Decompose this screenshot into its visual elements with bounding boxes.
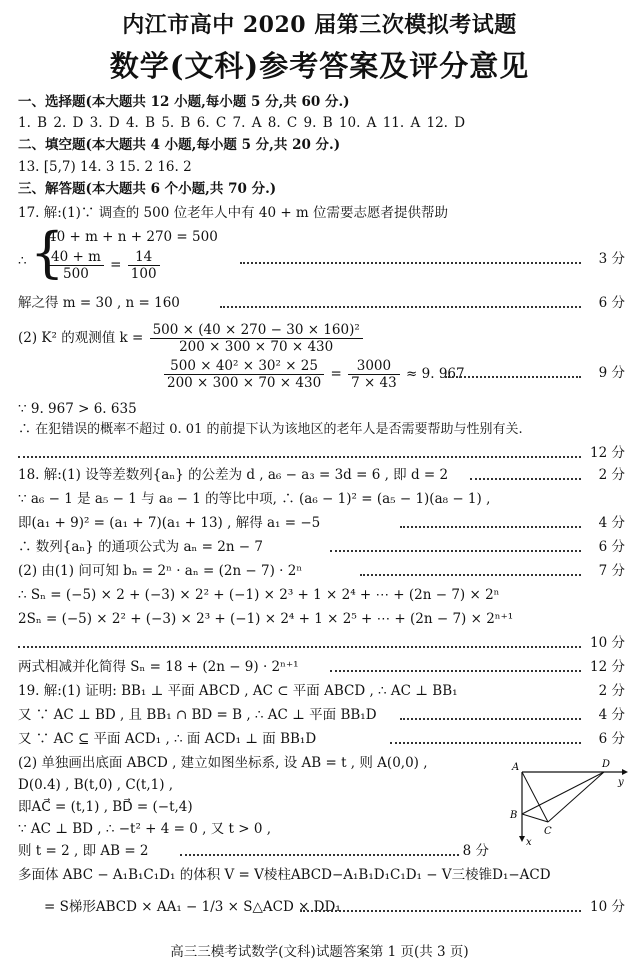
q18-line8: 两式相减并化简得 Sₙ = 18 + (2n − 9) · 2ⁿ⁺¹ [18,659,299,675]
q17-score1: 3 分 [598,251,625,267]
label-y: y [618,777,624,788]
exam-title: 内江市高中 2020 届第三次模拟考试题 [122,12,517,38]
q17-line1: 17. 解:(1)∵ 调查的 500 位老年人中有 40 + m 位需要志愿者提供帮助 [18,205,449,221]
dot-leader [300,910,581,912]
y-axis-arrow [622,769,628,775]
q19-line9: 多面体 ABC − A₁B₁C₁D₁ 的体积 V = V棱柱ABCD−A₁B₁D₁C₁D₁ − V三棱锥D₁−ACD [18,867,551,883]
q18-line5: (2) 由(1) 问可知 bₙ = 2ⁿ · aₙ = (2n − 7) · 2ⁿ [18,563,303,579]
q19-score8: 8 分 [462,843,489,859]
section1-answers: 1. B 2. D 3. D 4. B 5. B 6. C 7. A 8. C 9. B 10. A 11. A 12. D [18,115,466,131]
label-a: A [512,762,520,773]
label-c: C [544,826,552,837]
therefore-symbol: ∴ [18,253,27,269]
dot-leader [18,646,581,648]
dot-leader [445,376,581,378]
q18-score8: 12 分 [590,659,625,675]
q19-score1: 2 分 [598,683,625,699]
segment-cd [548,772,604,822]
q18-line7: 2Sₙ = (−5) × 2² + (−3) × 2³ + (−1) × 2⁴ + 1 × 2⁵ + ⋯ + (2n − 7) × 2ⁿ⁺¹ [18,611,514,627]
q18-line1: 18. 解:(1) 设等差数列{aₙ} 的公差为 d , a₆ − a₃ = 3d = 6 , 即 d = 2 [18,467,449,483]
dot-leader [400,718,581,720]
dot-leader [18,456,581,458]
q19-line3: 又 ∵ AC ⊆ 平面 ACD₁ , ∴ 面 ACD₁ ⊥ 面 BB₁D [18,731,317,747]
q17-line4: (2) K² 的观测值 k = $\frac{\text{500 × (40 × 270 − 30 × 160)²}}{200 \times 300 \times 70 \times 430}$ [18,322,365,355]
q19-line8: 则 t = 2 , 即 AB = 2 [18,843,149,859]
answer-key-title: 数学(文科)参考答案及评分意见 [109,49,530,83]
q17-equation1: 40 + m + n + 270 = 500 [48,229,218,245]
dot-leader [400,526,581,528]
dot-leader [240,262,581,264]
q18-line4: ∴ 数列{aₙ} 的通项公式为 aₙ = 2n − 7 [18,539,263,555]
q18-line2: ∵ a₆ − 1 是 a₅ − 1 与 a₈ − 1 的等比中项, ∴ (a₆ − 1)² = (a₅ − 1)(a₈ − 1) , [18,491,491,507]
dot-leader [180,854,459,856]
q18-score5: 7 分 [598,563,625,579]
q17-line7: ∴ 在犯错误的概率不超过 0. 01 的前提下认为该地区的老年人是否需要帮助与性别有关. [18,422,523,437]
q19-line5: D(0.4) , B(t,0) , C(t,1) , [18,777,174,793]
q18-score4: 6 分 [598,539,625,555]
q19-line10: = S梯形ABCD × AA₁ − 1/3 × S△ACD × DD₁ [44,899,341,915]
dot-leader [220,306,581,308]
q18-line6: ∴ Sₙ = (−5) × 2 + (−3) × 2² + (−1) × 2³ + 1 × 2⁴ + ⋯ + (2n − 7) × 2ⁿ [18,587,500,603]
q17-line5: $\frac{\text{500 × 40² × 30² × 25}}{200 \times 300 \times 70 \times 430}$ = $\frac{3000}{7 \times 43}$ ≈ 9. 967 [162,358,465,391]
q19-score3: 6 分 [598,731,625,747]
q19-line1: 19. 解:(1) 证明: BB₁ ⊥ 平面 ABCD , AC ⊂ 平面 ABCD , ∴ AC ⊥ BB₁ [18,683,458,699]
q19-score2: 4 分 [598,707,625,723]
segment-ac [522,772,548,822]
q17-line3: 解之得 m = 30 , n = 160 [18,295,180,311]
dot-leader [360,574,581,576]
q17-score3: 9 分 [598,365,625,381]
q17-equation2: $\frac{40 + m}{500}$ = $\frac{14}{100}$ [46,249,162,282]
dot-leader [330,670,581,672]
q19-line4: (2) 单独画出底面 ABCD , 建立如图坐标系, 设 AB = t , 则 A(0,0) , [18,755,428,771]
section1-heading: 一、选择题(本大题共 12 小题,每小题 5 分,共 60 分.) [18,94,350,110]
q17-line6: ∵ 9. 967 > 6. 635 [18,401,137,417]
section3-heading: 三、解答题(本大题共 6 个小题,共 70 分.) [18,181,277,197]
label-b: B [510,810,518,821]
x-axis-arrow [519,836,525,842]
q18-score3: 4 分 [598,515,625,531]
section2-heading: 二、填空题(本大题共 4 小题,每小题 5 分,共 20 分.) [18,137,341,153]
system-brace: { [30,221,65,284]
q19-line6: 即AC⃗ = (t,1) , BD⃗ = (−t,4) [18,799,193,815]
coordinate-figure [500,752,630,848]
q19-line2: 又 ∵ AC ⊥ BD , 且 BB₁ ∩ BD = B , ∴ AC ⊥ 平面 BB₁D [18,707,377,723]
dot-leader [470,478,581,480]
segment-bd [522,772,604,814]
q18-score7: 10 分 [590,635,625,651]
label-d: D [602,759,611,770]
q19-score10: 10 分 [590,899,625,915]
page-footer: 高三三模考试数学(文科)试题答案第 1 页(共 3 页) [170,944,469,960]
label-x: x [526,837,532,848]
q17-score4: 12 分 [590,445,625,461]
q18-score1: 2 分 [598,467,625,483]
dot-leader [330,550,581,552]
q19-line7: ∵ AC ⊥ BD , ∴ −t² + 4 = 0 , 又 t > 0 , [18,821,272,837]
dot-leader [390,742,581,744]
section2-answers: 13. [5,7) 14. 3 15. 2 16. 2 [18,159,192,175]
q17-score2: 6 分 [598,295,625,311]
q18-line3: 即(a₁ + 9)² = (a₁ + 7)(a₁ + 13) , 解得 a₁ = −5 [18,515,321,531]
